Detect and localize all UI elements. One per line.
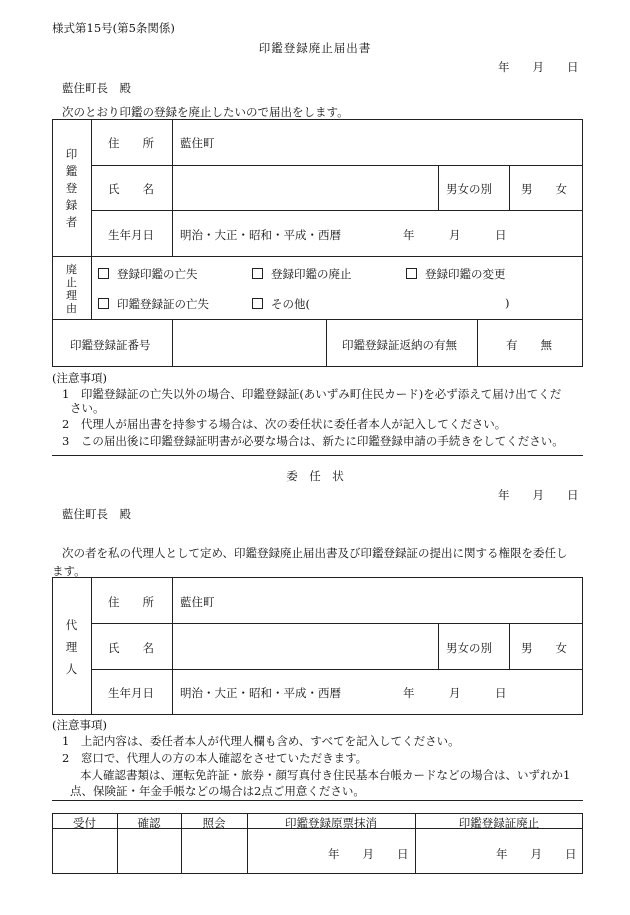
office-header-erase-record: 印鑑登録原票抹消 [285, 816, 377, 830]
note-item: 点、保険証・年金手帳などの場合は2点ご用意ください。 [70, 784, 365, 798]
form-number: 様式第15号(第5条関係) [52, 21, 175, 35]
note-item: 3 この届出後に印鑑登録証明書が必要な場合は、新たに印鑑登録申請の手続きをしてください。 [62, 434, 564, 448]
reason-option-label: 印鑑登録証の亡失 [117, 297, 209, 311]
checkbox-icon[interactable] [252, 298, 263, 309]
certificate-return-label: 印鑑登録証返納の有無 [342, 338, 457, 352]
agent-gender-options[interactable]: 男 女 [521, 641, 567, 655]
reason-option-lost-seal[interactable] [98, 266, 198, 282]
reason-other-close: ) [505, 296, 510, 310]
date-label: 年 月 日 [498, 60, 579, 74]
form-title: 印鑑登録廃止届出書 [258, 41, 372, 55]
note-item: 本人確認書類は、運転免許証・旅券・顔写真付き住民基本台帳カードなどの場合は、いずれか1 [80, 768, 571, 782]
address-label: 住 所 [108, 136, 154, 150]
checkbox-icon[interactable] [406, 268, 417, 279]
registrant-vertical-text: 印鑑登録者 [65, 147, 78, 229]
address-value[interactable]: 藍住町 [180, 136, 215, 150]
note-item: さい。 [70, 401, 105, 415]
checkbox-icon[interactable] [252, 268, 263, 279]
reason-option-change-seal[interactable] [406, 266, 506, 282]
delegation-text: 次の者を私の代理人として定め、印鑑登録廃止届出書及び印鑑登録証の提出に関する権限を委任し [62, 546, 568, 560]
agent-birth-eras[interactable]: 明治・大正・昭和・平成・西暦 [180, 686, 341, 700]
registrant-section-label [52, 146, 91, 231]
reason-option-label: 登録印鑑の亡失 [117, 267, 198, 281]
divider [52, 800, 583, 801]
addressee: 藍住町長 殿 [62, 81, 131, 95]
reason-option-label: 登録印鑑の廃止 [271, 267, 352, 281]
certificate-return-options[interactable]: 有 無 [506, 338, 552, 352]
agent-vertical-text: 代理人 [65, 618, 78, 676]
agent-gender-label: 男女の別 [446, 641, 492, 655]
office-header-inquiry: 照会 [202, 816, 226, 830]
office-header-confirm: 確認 [137, 816, 161, 830]
office-date-erase: 年 月 日 [328, 847, 409, 861]
notes-heading-2: (注意事項) [52, 718, 107, 732]
checkbox-icon[interactable] [98, 268, 109, 279]
delegation-addressee: 藍住町長 殿 [62, 507, 131, 521]
certificate-number-field[interactable] [180, 325, 322, 361]
gender-options[interactable]: 男 女 [521, 182, 567, 196]
agent-name-label: 氏 名 [108, 641, 154, 655]
note-item: 2 代理人が届出書を持参する場合は、次の委任状に委任者本人が記入してください。 [62, 417, 507, 431]
note-item: 2 窓口で、代理人の方の本人確認をさせていただきます。 [62, 751, 368, 765]
checkbox-icon[interactable] [98, 298, 109, 309]
reason-vertical-text: 廃止理由 [66, 263, 77, 315]
reason-section-label [52, 263, 91, 315]
agent-section-label [52, 614, 91, 680]
delegation-date: 年 月 日 [498, 488, 579, 502]
gender-label: 男女の別 [446, 182, 492, 196]
reason-option-abolish-seal[interactable] [252, 266, 352, 282]
intro-text: 次のとおり印鑑の登録を廃止したいので届出をします。 [62, 105, 349, 119]
name-field[interactable] [180, 172, 435, 204]
office-header-abolish-card: 印鑑登録証廃止 [458, 816, 540, 830]
office-date-abolish: 年 月 日 [496, 847, 577, 861]
certificate-number-label: 印鑑登録証番号 [70, 338, 151, 352]
divider [52, 455, 583, 456]
note-item: 1 印鑑登録証の亡失以外の場合、印鑑登録証(あいずみ町住民カード)を必ず添えて届け出てくだ [62, 387, 562, 401]
office-header-reception: 受付 [73, 816, 96, 830]
delegation-title: 委 任 状 [286, 469, 344, 483]
birth-eras[interactable]: 明治・大正・昭和・平成・西暦 [180, 228, 341, 242]
reason-option-other[interactable] [252, 296, 310, 312]
note-item: 1 上記内容は、委任者本人が代理人欄も含め、すべてを記入してください。 [62, 734, 460, 748]
agent-birth-label: 生年月日 [108, 686, 154, 700]
reason-option-lost-card[interactable] [98, 296, 209, 312]
agent-birth-date[interactable]: 年 月 日 [403, 686, 507, 700]
delegation-text-cont: ます。 [52, 564, 86, 578]
agent-address-value[interactable]: 藍住町 [180, 595, 215, 609]
reason-option-label: 登録印鑑の変更 [425, 267, 506, 281]
reason-option-label: その他( [271, 297, 310, 311]
name-label: 氏 名 [108, 182, 154, 196]
notes-heading: (注意事項) [52, 371, 107, 385]
birth-date[interactable]: 年 月 日 [403, 228, 507, 242]
agent-address-label: 住 所 [108, 595, 154, 609]
agent-name-field[interactable] [180, 630, 435, 662]
birth-label: 生年月日 [108, 228, 154, 242]
